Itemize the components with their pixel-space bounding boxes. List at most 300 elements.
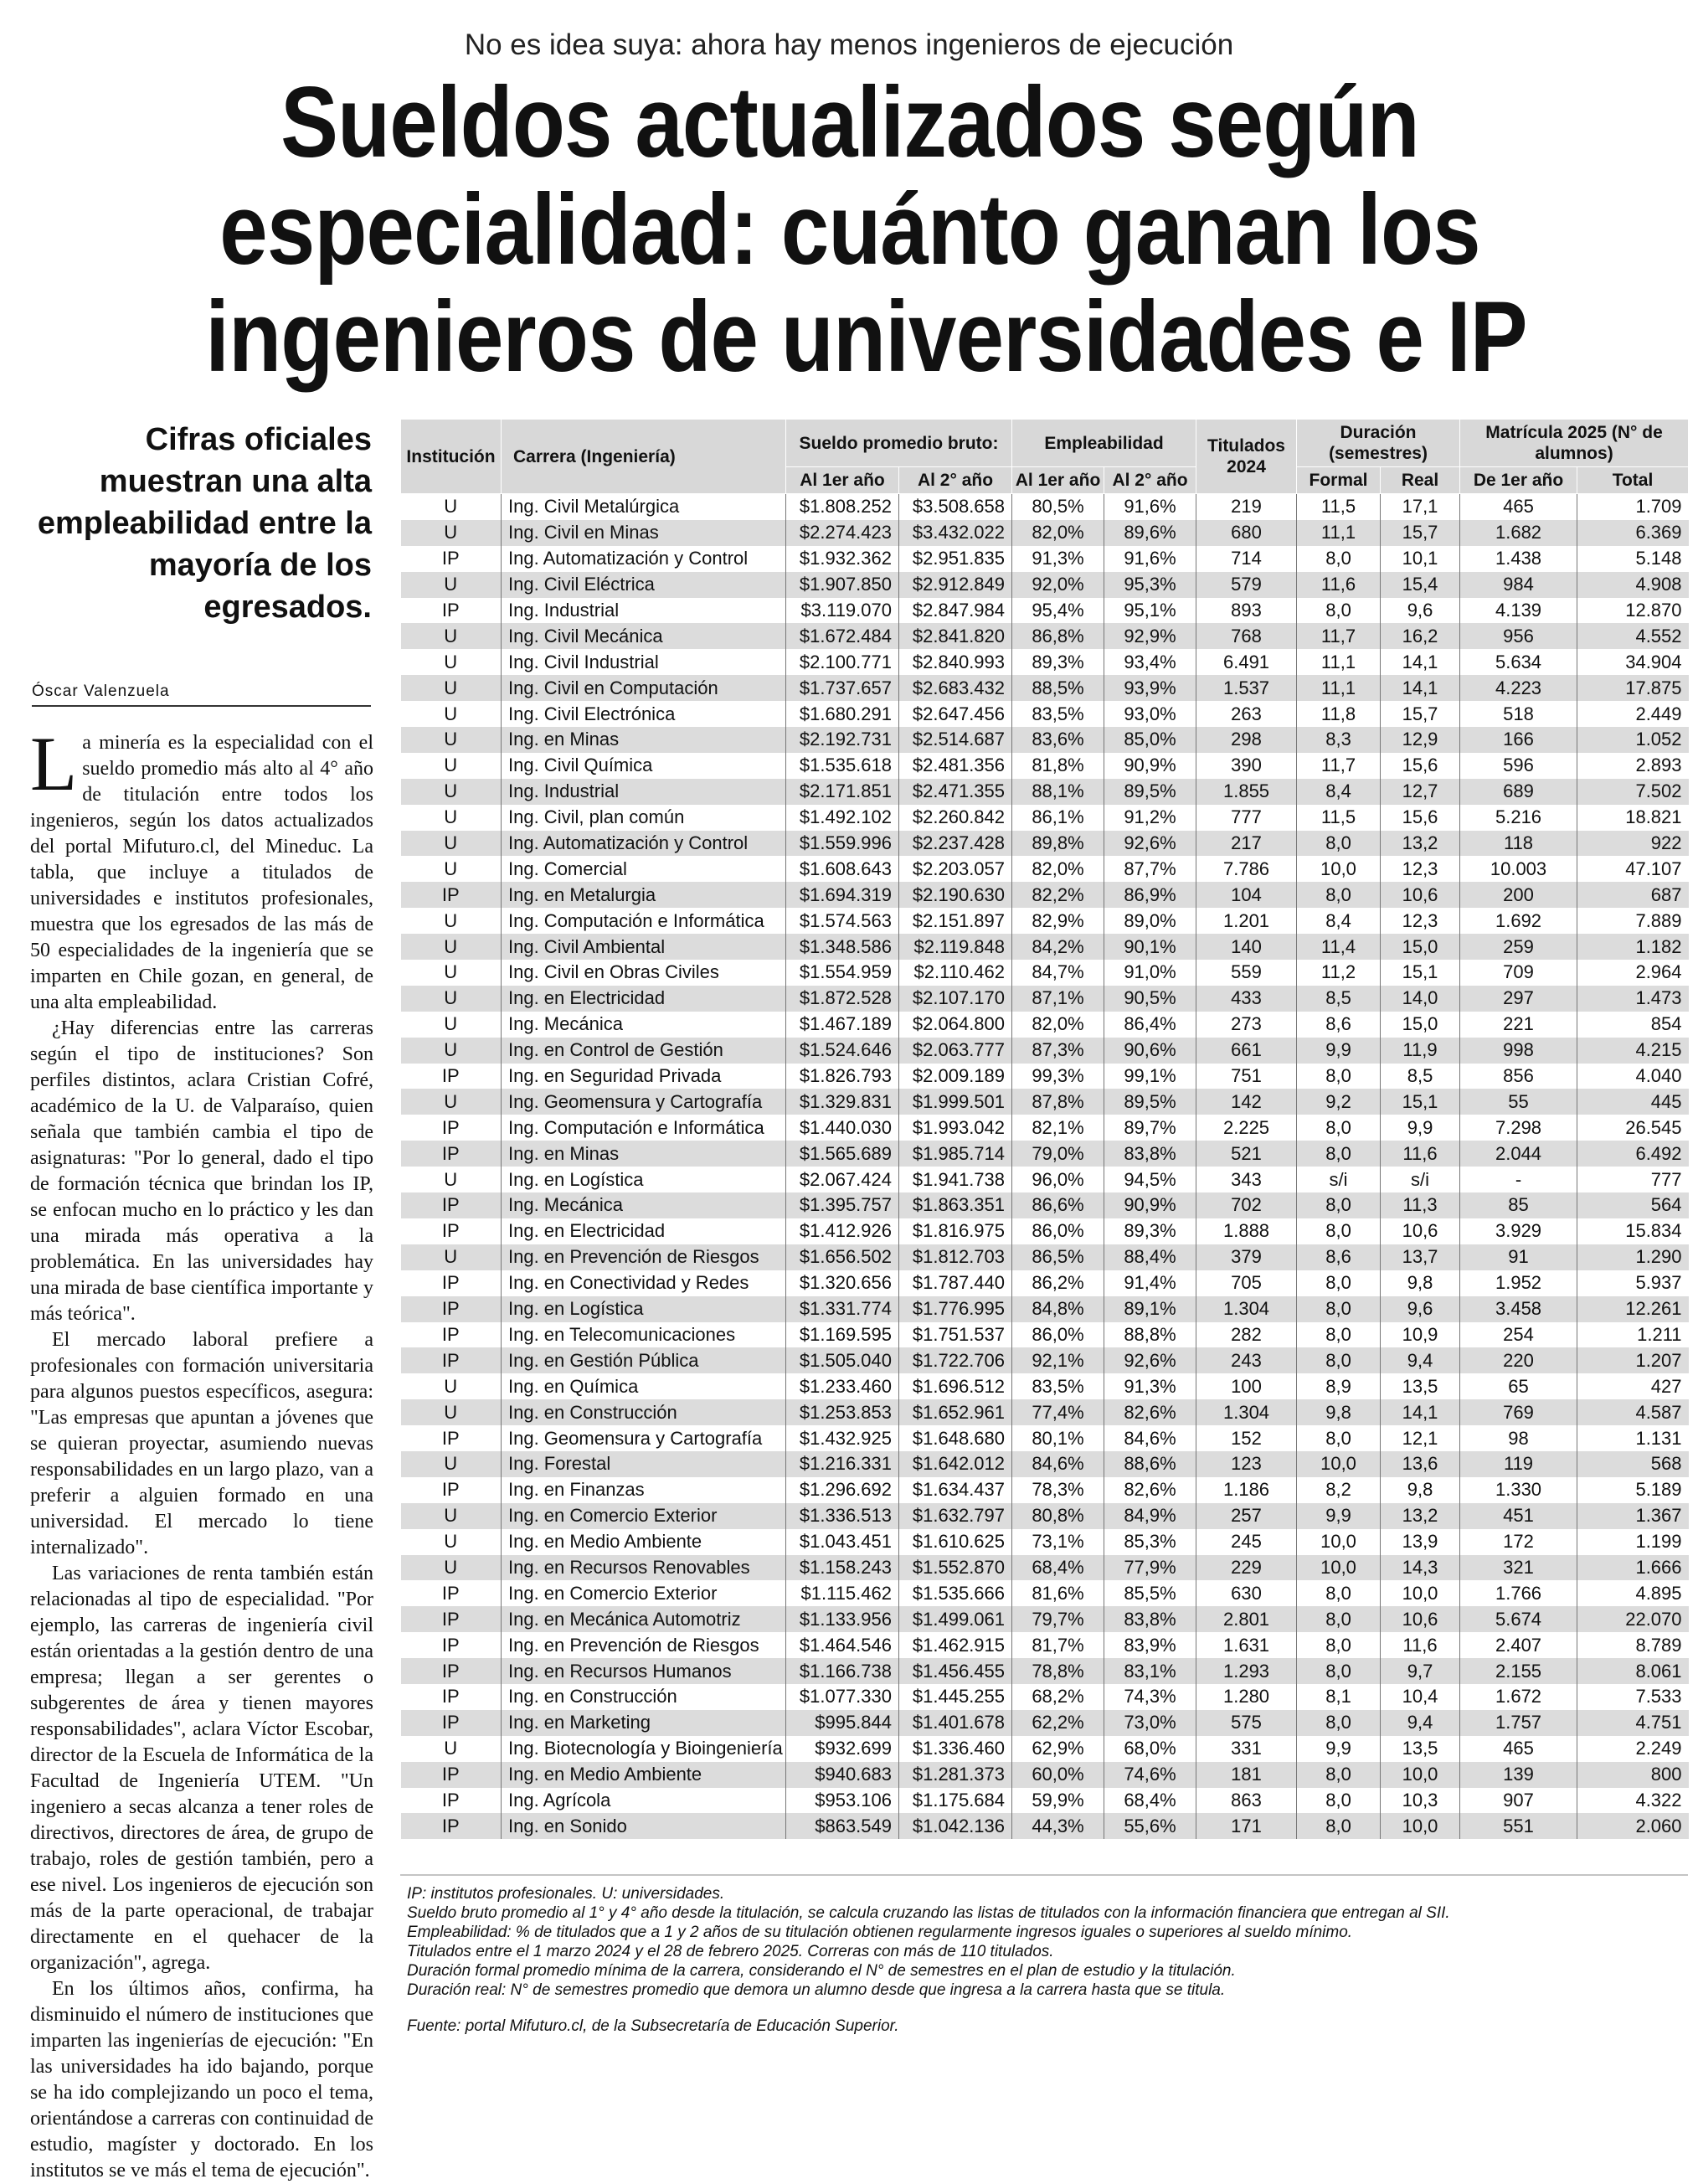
- cell-duracion-formal: 11,1: [1297, 649, 1381, 675]
- cell-matricula-1er: 119: [1460, 1451, 1577, 1477]
- cell-matricula-total: 1.473: [1577, 986, 1689, 1012]
- cell-institucion: U: [401, 986, 502, 1012]
- source-note: Fuente: portal Mifuturo.cl, de la Subsecretaría de Educación Superior.: [407, 2017, 899, 2035]
- cell-duracion-formal: 11,1: [1297, 520, 1381, 546]
- cell-matricula-total: 1.666: [1577, 1555, 1689, 1581]
- cell-sueldo-2do: $2.481.356: [899, 753, 1012, 779]
- cell-sueldo-2do: $2.151.897: [899, 908, 1012, 934]
- cell-sueldo-2do: $2.841.820: [899, 623, 1012, 649]
- header-titulados: Titulados 2024: [1196, 420, 1297, 494]
- note: Duración real: N° de semestres promedio que demora un alumno desde que ingresa a la carrera hasta que se titula.: [407, 1981, 1226, 1999]
- cell-sueldo-1er: $1.348.586: [786, 934, 899, 960]
- cell-empleabilidad-1er: 86,8%: [1012, 623, 1104, 649]
- cell-duracion-formal: 10,0: [1297, 1555, 1381, 1581]
- table-row: [401, 1813, 1689, 1839]
- cell-empleabilidad-1er: 82,1%: [1012, 1115, 1104, 1141]
- header-sueldo-2do: Al 2° año: [899, 467, 1012, 494]
- cell-sueldo-1er: $1.559.996: [786, 831, 899, 857]
- cell-matricula-1er: 166: [1460, 727, 1577, 753]
- cell-institucion: U: [401, 494, 502, 520]
- table-row: [401, 1710, 1689, 1736]
- cell-empleabilidad-1er: 80,1%: [1012, 1425, 1104, 1451]
- cell-matricula-1er: 55: [1460, 1089, 1577, 1115]
- cell-duracion-real: 9,8: [1381, 1270, 1460, 1296]
- cell-matricula-total: 5.937: [1577, 1270, 1689, 1296]
- table-row: [401, 1322, 1689, 1348]
- cell-sueldo-1er: $1.680.291: [786, 701, 899, 727]
- cell-matricula-total: 12.261: [1577, 1296, 1689, 1322]
- table-row: [401, 546, 1689, 572]
- cell-duracion-real: 15,7: [1381, 520, 1460, 546]
- cell-duracion-real: 9,8: [1381, 1477, 1460, 1503]
- cell-sueldo-2do: $3.508.658: [899, 494, 1012, 520]
- cell-sueldo-2do: $2.119.848: [899, 934, 1012, 960]
- cell-titulados: 263: [1196, 701, 1297, 727]
- cell-matricula-total: 18.821: [1577, 805, 1689, 831]
- cell-titulados: 243: [1196, 1347, 1297, 1373]
- cell-empleabilidad-2do: 91,2%: [1104, 805, 1196, 831]
- cell-matricula-1er: 856: [1460, 1064, 1577, 1089]
- cell-duracion-formal: 8,0: [1297, 1192, 1381, 1218]
- cell-matricula-total: 1.199: [1577, 1529, 1689, 1555]
- cell-duracion-formal: 8,1: [1297, 1684, 1381, 1710]
- cell-matricula-total: 922: [1577, 831, 1689, 857]
- cell-institucion: IP: [401, 1218, 502, 1244]
- cell-empleabilidad-1er: 68,2%: [1012, 1684, 1104, 1710]
- cell-duracion-real: 10,0: [1381, 1762, 1460, 1788]
- table-row: [401, 727, 1689, 753]
- cell-duracion-real: 9,4: [1381, 1710, 1460, 1736]
- cell-sueldo-2do: $1.456.455: [899, 1658, 1012, 1684]
- cell-matricula-1er: 1.757: [1460, 1710, 1577, 1736]
- cell-carrera: Ing. en Mecánica Automotriz: [502, 1606, 786, 1632]
- table-body: [401, 494, 1689, 1840]
- cell-empleabilidad-2do: 83,1%: [1104, 1658, 1196, 1684]
- cell-sueldo-1er: $1.574.563: [786, 908, 899, 934]
- cell-sueldo-2do: $2.237.428: [899, 831, 1012, 857]
- cell-matricula-total: 4.751: [1577, 1710, 1689, 1736]
- header-empleabilidad-1er: Al 1er año: [1012, 467, 1104, 494]
- cell-sueldo-1er: $1.656.502: [786, 1244, 899, 1270]
- table-row: [401, 779, 1689, 805]
- cell-matricula-1er: 172: [1460, 1529, 1577, 1555]
- cell-matricula-1er: 907: [1460, 1788, 1577, 1814]
- cell-sueldo-2do: $2.683.432: [899, 675, 1012, 701]
- cell-sueldo-2do: $1.985.714: [899, 1141, 1012, 1167]
- cell-matricula-1er: 254: [1460, 1322, 1577, 1348]
- cell-sueldo-1er: $1.467.189: [786, 1012, 899, 1038]
- cell-sueldo-1er: $1.336.513: [786, 1503, 899, 1529]
- cell-sueldo-2do: $1.401.678: [899, 1710, 1012, 1736]
- header-institucion: Institución: [401, 420, 502, 494]
- cell-empleabilidad-1er: 81,8%: [1012, 753, 1104, 779]
- cell-empleabilidad-1er: 78,3%: [1012, 1477, 1104, 1503]
- cell-empleabilidad-1er: 82,0%: [1012, 1012, 1104, 1038]
- cell-sueldo-2do: $2.107.170: [899, 986, 1012, 1012]
- cell-titulados: 768: [1196, 623, 1297, 649]
- cell-matricula-total: 15.834: [1577, 1218, 1689, 1244]
- cell-sueldo-1er: $1.907.850: [786, 572, 899, 598]
- cell-matricula-1er: 1.682: [1460, 520, 1577, 546]
- cell-empleabilidad-2do: 68,0%: [1104, 1736, 1196, 1762]
- cell-duracion-formal: 8,0: [1297, 1788, 1381, 1814]
- table-notes: [407, 1884, 1688, 2036]
- lede: Cifras oficiales muestran una alta empleabilidad entre la mayoría de los egresados.: [37, 422, 372, 625]
- table-row: [401, 1684, 1689, 1710]
- cell-matricula-total: 2.893: [1577, 753, 1689, 779]
- cell-sueldo-1er: $1.233.460: [786, 1373, 899, 1399]
- cell-duracion-real: 17,1: [1381, 494, 1460, 520]
- note: Sueldo bruto promedio al 1° y 4° año desde la titulación, se calcula cruzando las listas de titulados con la información financiera que entregan al SII.: [407, 1904, 1450, 1922]
- table-row: [401, 1425, 1689, 1451]
- cell-titulados: 575: [1196, 1710, 1297, 1736]
- table-row: [401, 1606, 1689, 1632]
- cell-titulados: 680: [1196, 520, 1297, 546]
- cell-sueldo-2do: $2.847.984: [899, 598, 1012, 624]
- cell-empleabilidad-1er: 62,9%: [1012, 1736, 1104, 1762]
- cell-titulados: 104: [1196, 882, 1297, 908]
- cell-duracion-real: 13,5: [1381, 1736, 1460, 1762]
- cell-sueldo-1er: $1.808.252: [786, 494, 899, 520]
- cell-matricula-total: 1.290: [1577, 1244, 1689, 1270]
- cell-matricula-1er: 1.672: [1460, 1684, 1577, 1710]
- cell-empleabilidad-1er: 92,1%: [1012, 1347, 1104, 1373]
- cell-sueldo-1er: $1.492.102: [786, 805, 899, 831]
- cell-empleabilidad-1er: 60,0%: [1012, 1762, 1104, 1788]
- cell-empleabilidad-2do: 89,6%: [1104, 520, 1196, 546]
- table-row: [401, 1038, 1689, 1064]
- cell-duracion-formal: 10,0: [1297, 1451, 1381, 1477]
- cell-empleabilidad-1er: 44,3%: [1012, 1813, 1104, 1839]
- cell-matricula-total: 5.189: [1577, 1477, 1689, 1503]
- table-row: [401, 494, 1689, 520]
- cell-carrera: Ing. Civil Eléctrica: [502, 572, 786, 598]
- table-row: [401, 1399, 1689, 1425]
- cell-matricula-1er: 4.139: [1460, 598, 1577, 624]
- cell-titulados: 152: [1196, 1425, 1297, 1451]
- cell-sueldo-1er: $1.505.040: [786, 1347, 899, 1373]
- cell-duracion-formal: 8,4: [1297, 779, 1381, 805]
- cell-matricula-total: 6.369: [1577, 520, 1689, 546]
- cell-matricula-total: 5.148: [1577, 546, 1689, 572]
- cell-duracion-formal: 8,0: [1297, 831, 1381, 857]
- cell-duracion-formal: 11,4: [1297, 934, 1381, 960]
- cell-sueldo-1er: $1.115.462: [786, 1580, 899, 1606]
- cell-duracion-real: 12,3: [1381, 908, 1460, 934]
- cell-carrera: Ing. Mecánica: [502, 1012, 786, 1038]
- table-row: [401, 831, 1689, 857]
- header-sueldo-1er: Al 1er año: [786, 467, 899, 494]
- cell-sueldo-1er: $1.043.451: [786, 1529, 899, 1555]
- cell-carrera: Ing. en Minas: [502, 1141, 786, 1167]
- cell-empleabilidad-1er: 77,4%: [1012, 1399, 1104, 1425]
- cell-matricula-1er: 769: [1460, 1399, 1577, 1425]
- cell-duracion-real: 10,6: [1381, 1218, 1460, 1244]
- cell-matricula-1er: 2.044: [1460, 1141, 1577, 1167]
- cell-sueldo-2do: $1.175.684: [899, 1788, 1012, 1814]
- table-row: [401, 1658, 1689, 1684]
- cell-empleabilidad-1er: 86,1%: [1012, 805, 1104, 831]
- table-row: [401, 572, 1689, 598]
- cell-sueldo-1er: $1.694.319: [786, 882, 899, 908]
- cell-institucion: U: [401, 1529, 502, 1555]
- cell-matricula-total: 800: [1577, 1762, 1689, 1788]
- cell-empleabilidad-2do: 90,1%: [1104, 934, 1196, 960]
- cell-institucion: IP: [401, 1064, 502, 1089]
- cell-institucion: U: [401, 520, 502, 546]
- header-real: Real: [1381, 467, 1460, 494]
- cell-sueldo-1er: $1.565.689: [786, 1141, 899, 1167]
- cell-duracion-formal: 11,7: [1297, 623, 1381, 649]
- cell-institucion: U: [401, 805, 502, 831]
- cell-duracion-formal: 8,0: [1297, 1813, 1381, 1839]
- cell-duracion-formal: 8,0: [1297, 1632, 1381, 1658]
- cell-sueldo-1er: $1.872.528: [786, 986, 899, 1012]
- cell-institucion: U: [401, 1167, 502, 1192]
- cell-empleabilidad-2do: 94,5%: [1104, 1167, 1196, 1192]
- header-duracion: Duración (semestres): [1297, 420, 1460, 467]
- cell-institucion: U: [401, 1089, 502, 1115]
- cell-matricula-total: 8.061: [1577, 1658, 1689, 1684]
- cell-duracion-formal: 8,0: [1297, 1658, 1381, 1684]
- cell-sueldo-1er: $940.683: [786, 1762, 899, 1788]
- article-paragraph: En los últimos años, confirma, ha disminuido el número de instituciones que imparten las ingenierías de ejecución: "En las universidades ha ido bajando, porque se ha ido complejizando un poco el tema, orientándose a carreras con continuidad de estudio, magíster y doctorado. En los institutos se ve más el tema de ejecución".: [30, 1978, 373, 2181]
- cell-carrera: Ing. Comercial: [502, 856, 786, 882]
- cell-titulados: 1.186: [1196, 1477, 1297, 1503]
- cell-duracion-real: 15,0: [1381, 934, 1460, 960]
- cell-carrera: Ing. en Telecomunicaciones: [502, 1322, 786, 1348]
- cell-carrera: Ing. en Construcción: [502, 1684, 786, 1710]
- cell-empleabilidad-2do: 87,7%: [1104, 856, 1196, 882]
- cell-carrera: Ing. en Prevención de Riesgos: [502, 1244, 786, 1270]
- cell-matricula-1er: 321: [1460, 1555, 1577, 1581]
- cell-matricula-1er: 1.766: [1460, 1580, 1577, 1606]
- cell-institucion: IP: [401, 1632, 502, 1658]
- cell-sueldo-2do: $1.787.440: [899, 1270, 1012, 1296]
- cell-matricula-1er: 465: [1460, 1736, 1577, 1762]
- cell-institucion: U: [401, 623, 502, 649]
- byline: Óscar Valenzuela: [32, 682, 371, 707]
- cell-institucion: IP: [401, 1270, 502, 1296]
- cell-sueldo-2do: $2.064.800: [899, 1012, 1012, 1038]
- cell-matricula-1er: 3.458: [1460, 1296, 1577, 1322]
- cell-matricula-total: 12.870: [1577, 598, 1689, 624]
- table-row: [401, 1064, 1689, 1089]
- table-row: [401, 1115, 1689, 1141]
- cell-matricula-total: 4.908: [1577, 572, 1689, 598]
- cell-carrera: Ing. en Minas: [502, 727, 786, 753]
- cell-sueldo-1er: $932.699: [786, 1736, 899, 1762]
- cell-empleabilidad-1er: 99,3%: [1012, 1064, 1104, 1089]
- cell-sueldo-1er: $1.464.546: [786, 1632, 899, 1658]
- cell-matricula-total: 34.904: [1577, 649, 1689, 675]
- cell-matricula-total: 4.040: [1577, 1064, 1689, 1089]
- table-row: [401, 753, 1689, 779]
- cell-empleabilidad-1er: 83,6%: [1012, 727, 1104, 753]
- table-row: [401, 623, 1689, 649]
- cell-sueldo-2do: $2.063.777: [899, 1038, 1012, 1064]
- cell-empleabilidad-2do: 92,9%: [1104, 623, 1196, 649]
- cell-duracion-real: 12,1: [1381, 1425, 1460, 1451]
- cell-sueldo-1er: $1.158.243: [786, 1555, 899, 1581]
- cell-matricula-1er: 200: [1460, 882, 1577, 908]
- cell-matricula-1er: 1.438: [1460, 546, 1577, 572]
- cell-empleabilidad-2do: 99,1%: [1104, 1064, 1196, 1089]
- cell-matricula-total: 427: [1577, 1373, 1689, 1399]
- cell-titulados: 714: [1196, 546, 1297, 572]
- cell-sueldo-1er: $2.192.731: [786, 727, 899, 753]
- cell-institucion: U: [401, 1503, 502, 1529]
- cell-empleabilidad-1er: 84,8%: [1012, 1296, 1104, 1322]
- cell-institucion: IP: [401, 1658, 502, 1684]
- cell-matricula-1er: 5.634: [1460, 649, 1577, 675]
- cell-carrera: Ing. en Control de Gestión: [502, 1038, 786, 1064]
- cell-empleabilidad-2do: 83,8%: [1104, 1141, 1196, 1167]
- cell-institucion: IP: [401, 1322, 502, 1348]
- cell-institucion: U: [401, 572, 502, 598]
- cell-sueldo-1er: $2.274.423: [786, 520, 899, 546]
- cell-duracion-formal: 9,9: [1297, 1503, 1381, 1529]
- cell-empleabilidad-1er: 86,0%: [1012, 1218, 1104, 1244]
- table-row: [401, 1762, 1689, 1788]
- cell-carrera: Ing. Civil en Minas: [502, 520, 786, 546]
- cell-sueldo-2do: $2.009.189: [899, 1064, 1012, 1089]
- cell-duracion-formal: 9,9: [1297, 1038, 1381, 1064]
- cell-titulados: 893: [1196, 598, 1297, 624]
- cell-sueldo-2do: $1.042.136: [899, 1813, 1012, 1839]
- cell-titulados: 1.631: [1196, 1632, 1297, 1658]
- cell-matricula-1er: 91: [1460, 1244, 1577, 1270]
- cell-matricula-total: 1.211: [1577, 1322, 1689, 1348]
- cell-matricula-1er: -: [1460, 1167, 1577, 1192]
- cell-titulados: 273: [1196, 1012, 1297, 1038]
- cell-duracion-real: 15,4: [1381, 572, 1460, 598]
- cell-sueldo-2do: $2.951.835: [899, 546, 1012, 572]
- cell-duracion-real: 12,7: [1381, 779, 1460, 805]
- cell-duracion-real: 13,7: [1381, 1244, 1460, 1270]
- cell-carrera: Ing. en Metalurgia: [502, 882, 786, 908]
- cell-institucion: U: [401, 675, 502, 701]
- cell-matricula-1er: 65: [1460, 1373, 1577, 1399]
- cell-matricula-1er: 689: [1460, 779, 1577, 805]
- cell-empleabilidad-2do: 95,3%: [1104, 572, 1196, 598]
- cell-titulados: 1.201: [1196, 908, 1297, 934]
- cell-titulados: 433: [1196, 986, 1297, 1012]
- cell-matricula-total: 1.131: [1577, 1425, 1689, 1451]
- cell-titulados: 1.293: [1196, 1658, 1297, 1684]
- header-matricula: Matrícula 2025 (N° de alumnos): [1460, 420, 1689, 467]
- cell-duracion-real: 10,6: [1381, 882, 1460, 908]
- cell-carrera: Ing. en Conectividad y Redes: [502, 1270, 786, 1296]
- cell-institucion: U: [401, 1012, 502, 1038]
- cell-empleabilidad-2do: 92,6%: [1104, 831, 1196, 857]
- cell-duracion-formal: 9,2: [1297, 1089, 1381, 1115]
- cell-sueldo-1er: $3.119.070: [786, 598, 899, 624]
- cell-matricula-total: 2.249: [1577, 1736, 1689, 1762]
- cell-sueldo-2do: $1.696.512: [899, 1373, 1012, 1399]
- cell-empleabilidad-2do: 77,9%: [1104, 1555, 1196, 1581]
- cell-empleabilidad-1er: 82,0%: [1012, 520, 1104, 546]
- cell-carrera: Ing. Agrícola: [502, 1788, 786, 1814]
- cell-duracion-real: 10,3: [1381, 1788, 1460, 1814]
- cell-empleabilidad-2do: 90,9%: [1104, 1192, 1196, 1218]
- cell-titulados: 1.537: [1196, 675, 1297, 701]
- cell-sueldo-1er: $1.826.793: [786, 1064, 899, 1089]
- cell-matricula-total: 17.875: [1577, 675, 1689, 701]
- cell-empleabilidad-2do: 90,9%: [1104, 753, 1196, 779]
- cell-empleabilidad-1er: 80,8%: [1012, 1503, 1104, 1529]
- article-paragraph: Las variaciones de renta también están relacionadas al tipo de especialidad. "Por ejemplo, las carreras de ingeniería civil están orientadas a la gestión dentro de una empresa; llegan a ser gerentes o subgerentes de área y tienen mayores responsabilidades", aclara Víctor Escobar, director de la Escuela de Informática de la Facultad de Ingeniería UTEM. "Un ingeniero a secas alcanza a tener roles de directivos, directores de área, de grupo de trabajo, roles de gestión también, pero a ese nivel. Los ingenieros de ejecución son más de la parte operacional, de trabajar directamente en el quehacer de la organización", agrega.: [30, 1563, 373, 1974]
- cell-titulados: 282: [1196, 1322, 1297, 1348]
- cell-duracion-real: 13,2: [1381, 1503, 1460, 1529]
- cell-duracion-formal: s/i: [1297, 1167, 1381, 1192]
- cell-titulados: 705: [1196, 1270, 1297, 1296]
- cell-duracion-formal: 8,0: [1297, 546, 1381, 572]
- cell-sueldo-1er: $1.554.959: [786, 960, 899, 986]
- cell-sueldo-1er: $1.672.484: [786, 623, 899, 649]
- cell-matricula-1er: 85: [1460, 1192, 1577, 1218]
- cell-titulados: 1.304: [1196, 1399, 1297, 1425]
- cell-sueldo-1er: $1.395.757: [786, 1192, 899, 1218]
- cell-duracion-real: 10,0: [1381, 1580, 1460, 1606]
- cell-empleabilidad-1er: 59,9%: [1012, 1788, 1104, 1814]
- table-row: [401, 1244, 1689, 1270]
- cell-sueldo-2do: $1.941.738: [899, 1167, 1012, 1192]
- cell-matricula-total: 26.545: [1577, 1115, 1689, 1141]
- cell-empleabilidad-2do: 89,3%: [1104, 1218, 1196, 1244]
- cell-institucion: IP: [401, 1192, 502, 1218]
- cell-sueldo-1er: $1.331.774: [786, 1296, 899, 1322]
- cell-duracion-formal: 10,0: [1297, 856, 1381, 882]
- cell-duracion-formal: 8,6: [1297, 1012, 1381, 1038]
- table-row: [401, 1270, 1689, 1296]
- headline-line: ingenieros de universidades e IP: [205, 281, 1527, 393]
- cell-matricula-1er: 3.929: [1460, 1218, 1577, 1244]
- header-total: Total: [1577, 467, 1689, 494]
- cell-sueldo-2do: $1.552.870: [899, 1555, 1012, 1581]
- table-row: [401, 1736, 1689, 1762]
- table-row: [401, 1788, 1689, 1814]
- cell-matricula-total: 4.215: [1577, 1038, 1689, 1064]
- table-row: [401, 934, 1689, 960]
- header-sueldo: Sueldo promedio bruto:: [786, 420, 1012, 467]
- cell-duracion-real: 15,7: [1381, 701, 1460, 727]
- cell-duracion-real: 11,9: [1381, 1038, 1460, 1064]
- cell-matricula-1er: 118: [1460, 831, 1577, 857]
- cell-duracion-formal: 8,4: [1297, 908, 1381, 934]
- cell-carrera: Ing. Mecánica: [502, 1192, 786, 1218]
- cell-titulados: 1.280: [1196, 1684, 1297, 1710]
- cell-empleabilidad-1er: 84,2%: [1012, 934, 1104, 960]
- cell-duracion-real: 9,4: [1381, 1347, 1460, 1373]
- cell-institucion: U: [401, 727, 502, 753]
- cell-institucion: IP: [401, 1788, 502, 1814]
- cell-titulados: 171: [1196, 1813, 1297, 1839]
- article-paragraph: El mercado laboral prefiere a profesionales con formación universitaria para algunos puestos específicos, asegura: "Las empresas que apuntan a jóvenes que se quieran proyectar, asumiendo nuevas responsabilidades en un largo plazo, van a preferir a alguien formado en una universidad. El mercado lo tiene internalizado".: [30, 1329, 373, 1558]
- cell-matricula-total: 7.502: [1577, 779, 1689, 805]
- cell-empleabilidad-2do: 95,1%: [1104, 598, 1196, 624]
- cell-carrera: Ing. en Electricidad: [502, 1218, 786, 1244]
- cell-titulados: 2.801: [1196, 1606, 1297, 1632]
- cell-carrera: Ing. Geomensura y Cartografía: [502, 1425, 786, 1451]
- cell-matricula-1er: 259: [1460, 934, 1577, 960]
- cell-titulados: 1.304: [1196, 1296, 1297, 1322]
- cell-sueldo-2do: $2.203.057: [899, 856, 1012, 882]
- cell-institucion: U: [401, 1451, 502, 1477]
- cell-sueldo-1er: $1.440.030: [786, 1115, 899, 1141]
- cell-carrera: Ing. Computación e Informática: [502, 1115, 786, 1141]
- cell-empleabilidad-1er: 82,2%: [1012, 882, 1104, 908]
